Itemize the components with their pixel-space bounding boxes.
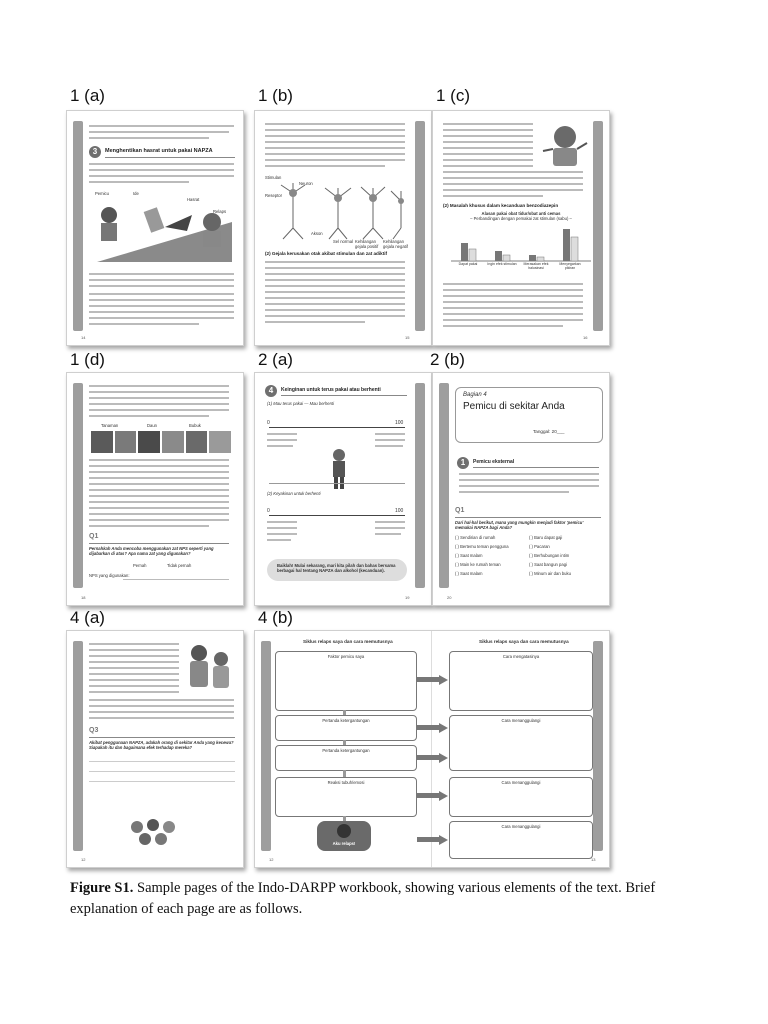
page-number-right: 13	[591, 857, 596, 862]
fig-label-neuron: Neuron	[299, 181, 313, 186]
chart-title: Alasan pakai obat tidur/obat anti cemas	[481, 211, 561, 216]
page-1a	[66, 110, 244, 346]
option-right-3[interactable]: ( ) Berhubungan intim	[529, 553, 570, 558]
fig-label-positif: Kehilangan gejala positif	[355, 239, 379, 250]
label-4a: 4 (a)	[70, 608, 105, 627]
image-label-tanaman: Tanaman	[101, 423, 119, 428]
neuron-illustration	[263, 173, 411, 245]
nps-photos	[91, 431, 231, 453]
section-number: 4	[265, 385, 277, 397]
family-illustration	[185, 641, 235, 701]
scale2-left: 0	[267, 508, 270, 514]
page-number: 15	[405, 335, 410, 340]
figure-caption	[70, 878, 710, 920]
section-heading: Pemicu eksternal	[473, 459, 515, 465]
right-box-1[interactable]: Cara mengatasinya	[449, 651, 593, 711]
image-label-daun: Daun	[147, 423, 158, 428]
option-right-4[interactable]: ( ) Saat bangun pagi	[529, 562, 567, 567]
section-number: 3	[89, 146, 101, 158]
label-1a: 1 (a)	[70, 86, 105, 105]
option-pernah: Pernah	[133, 563, 147, 568]
chart-cat-3: Merasakan efek halusinasi	[523, 262, 549, 270]
left-box-4[interactable]: Reaksi tubuh/emosi	[275, 777, 417, 817]
right-box-3[interactable]: Cara menanggulangi	[449, 777, 593, 817]
question-text: Akibat penggunaan NAPZA, adakah orang di sekitar Anda yang kecewa? Siapakah itu dan bagaimana efek terhadap mereka?	[89, 740, 234, 751]
option-right-5[interactable]: ( ) Minum air dan buku	[529, 571, 571, 576]
label-1c: 1 (c)	[436, 86, 470, 105]
relapse-path-illustration	[87, 187, 237, 267]
subheading: (2) Gejala kerusakan otak akibat stimulan dan zat adiktif	[265, 251, 388, 256]
chart-cat-4: Menyegarkan pikiran	[559, 262, 581, 270]
chapter-title: Pemicu di sekitar Anda	[463, 401, 565, 412]
figure-label: Figure S1.	[70, 880, 134, 896]
page-1b	[254, 110, 432, 346]
question-label: Q1	[455, 507, 465, 514]
encouragement-note: Baiklah! Mulai sekarang, mari kita pilah dan bahas bersama berbagai hal tentang NAPZA dan alkohol (kecanduan).	[267, 559, 407, 581]
label-2a: 2 (a)	[258, 350, 293, 369]
page-number: 19	[405, 595, 410, 600]
fig-label-relaps: Relaps	[213, 209, 227, 214]
scale1-title: (1) Mau terus pakai — Mau berhenti	[267, 401, 335, 406]
fig-label-akson: Akson	[311, 231, 323, 236]
question-label: Q3	[89, 727, 99, 734]
page-2b	[432, 372, 610, 606]
person-illustration	[319, 447, 359, 491]
question-text: Dari hal-hal berikut, mana yang mungkin menjadi faktor 'pemicu' memakai NAPZA bagi Anda?	[455, 520, 584, 531]
cartoon-illustration	[537, 121, 593, 171]
answer-prompt: NPS yang digunakan:	[89, 573, 130, 578]
section-number: 1	[457, 457, 469, 469]
page-number: 20	[447, 595, 452, 600]
right-title: Siklus relaps saya dan cara memutusnya	[479, 639, 569, 644]
page-4b	[254, 630, 610, 868]
option-left-3[interactable]: ( ) Saat malam	[455, 553, 483, 558]
left-box-3[interactable]: Pertanda ketergantungan	[275, 745, 417, 771]
scale2-right: 100	[395, 508, 404, 514]
page-1c	[432, 110, 610, 346]
option-left-1[interactable]: ( ) Sendirian di rumah	[455, 535, 496, 540]
option-list-right	[529, 535, 605, 580]
fig-label-reseptor: Reseptor	[265, 193, 282, 198]
faces-illustration	[127, 817, 187, 847]
page-number: 14	[81, 335, 86, 340]
relapse-box: Aku relaps!	[317, 821, 371, 851]
page-4a	[66, 630, 244, 868]
left-box-1[interactable]: Faktor pemicu saya	[275, 651, 417, 711]
section-heading: Menghentikan hasrat untuk pakai NAPZA	[105, 148, 213, 154]
scale1-right: 100	[395, 420, 404, 426]
fig-label-normal: Sel normal	[333, 239, 354, 244]
option-right-1[interactable]: ( ) Baru dapat gaji	[529, 535, 563, 540]
scale1-left: 0	[267, 420, 270, 426]
page-1d	[66, 372, 244, 606]
left-box-2[interactable]: Pertanda ketergantungan	[275, 715, 417, 741]
chart-cat-2: Ingin efek stimulan	[487, 262, 517, 266]
page-number-left: 12	[269, 857, 274, 862]
chart-cat-1: Dapat pakai	[458, 262, 478, 266]
option-right-2[interactable]: ( ) Pacaran	[529, 544, 550, 549]
question-label: Q1	[89, 533, 99, 540]
question-text: Pernahkah Anda mencoba menggunakan zat NPS seperti yang dijabarkan di atas? Apa nama zat yang digunakan?	[89, 546, 214, 557]
section-heading: Keinginan untuk terus pakai atau berhenti	[281, 387, 381, 393]
page-number: 16	[583, 335, 588, 340]
label-4b: 4 (b)	[258, 608, 293, 627]
subheading: (2) Masalah khusus dalam kecanduan benzodiazepin	[443, 203, 559, 208]
fig-label-stimulan: Stimulan	[265, 175, 282, 180]
page-number: 18	[81, 595, 86, 600]
page-2a	[254, 372, 432, 606]
option-left-2[interactable]: ( ) Bertemu teman pengguna	[455, 544, 509, 549]
label-1d: 1 (d)	[70, 350, 105, 369]
option-tidak-pernah: Tidak pernah	[167, 563, 192, 568]
label-2b: 2 (b)	[430, 350, 465, 369]
label-1b: 1 (b)	[258, 86, 293, 105]
image-label-bubuk: Bubuk	[189, 423, 201, 428]
fig-label-negatif: Kehilangan gejala negatif	[383, 239, 408, 250]
date-label: Tanggal: 20___	[533, 429, 565, 434]
option-left-4[interactable]: ( ) Main ke rumah teman	[455, 562, 501, 567]
caption-text: Sample pages of the Indo-DARPP workbook, showing various elements of the text. Brief explanation of each page are as follows.	[70, 880, 656, 917]
option-left-5[interactable]: ( ) Saat malam	[455, 571, 483, 576]
fig-label-pemicu: Pemicu	[95, 191, 109, 196]
scale2-title: (2) Keyakinan untuk berhenti	[267, 491, 321, 496]
fig-label-ide: Ide	[133, 191, 139, 196]
left-title: Siklus relaps saya dan cara memutusnya	[303, 639, 393, 644]
page-number: 12	[81, 857, 86, 862]
chart-subtitle: – Perbandingan dengan pemakai zat stimulan (sabu) –	[470, 216, 572, 221]
bagian-label: Bagian 4	[463, 392, 487, 398]
right-box-2[interactable]: Cara menanggulangi	[449, 715, 593, 771]
fig-label-hasrat: Hasrat	[187, 197, 200, 202]
right-box-4[interactable]: Cara menanggulangi	[449, 821, 593, 859]
sad-face-icon	[336, 823, 352, 839]
